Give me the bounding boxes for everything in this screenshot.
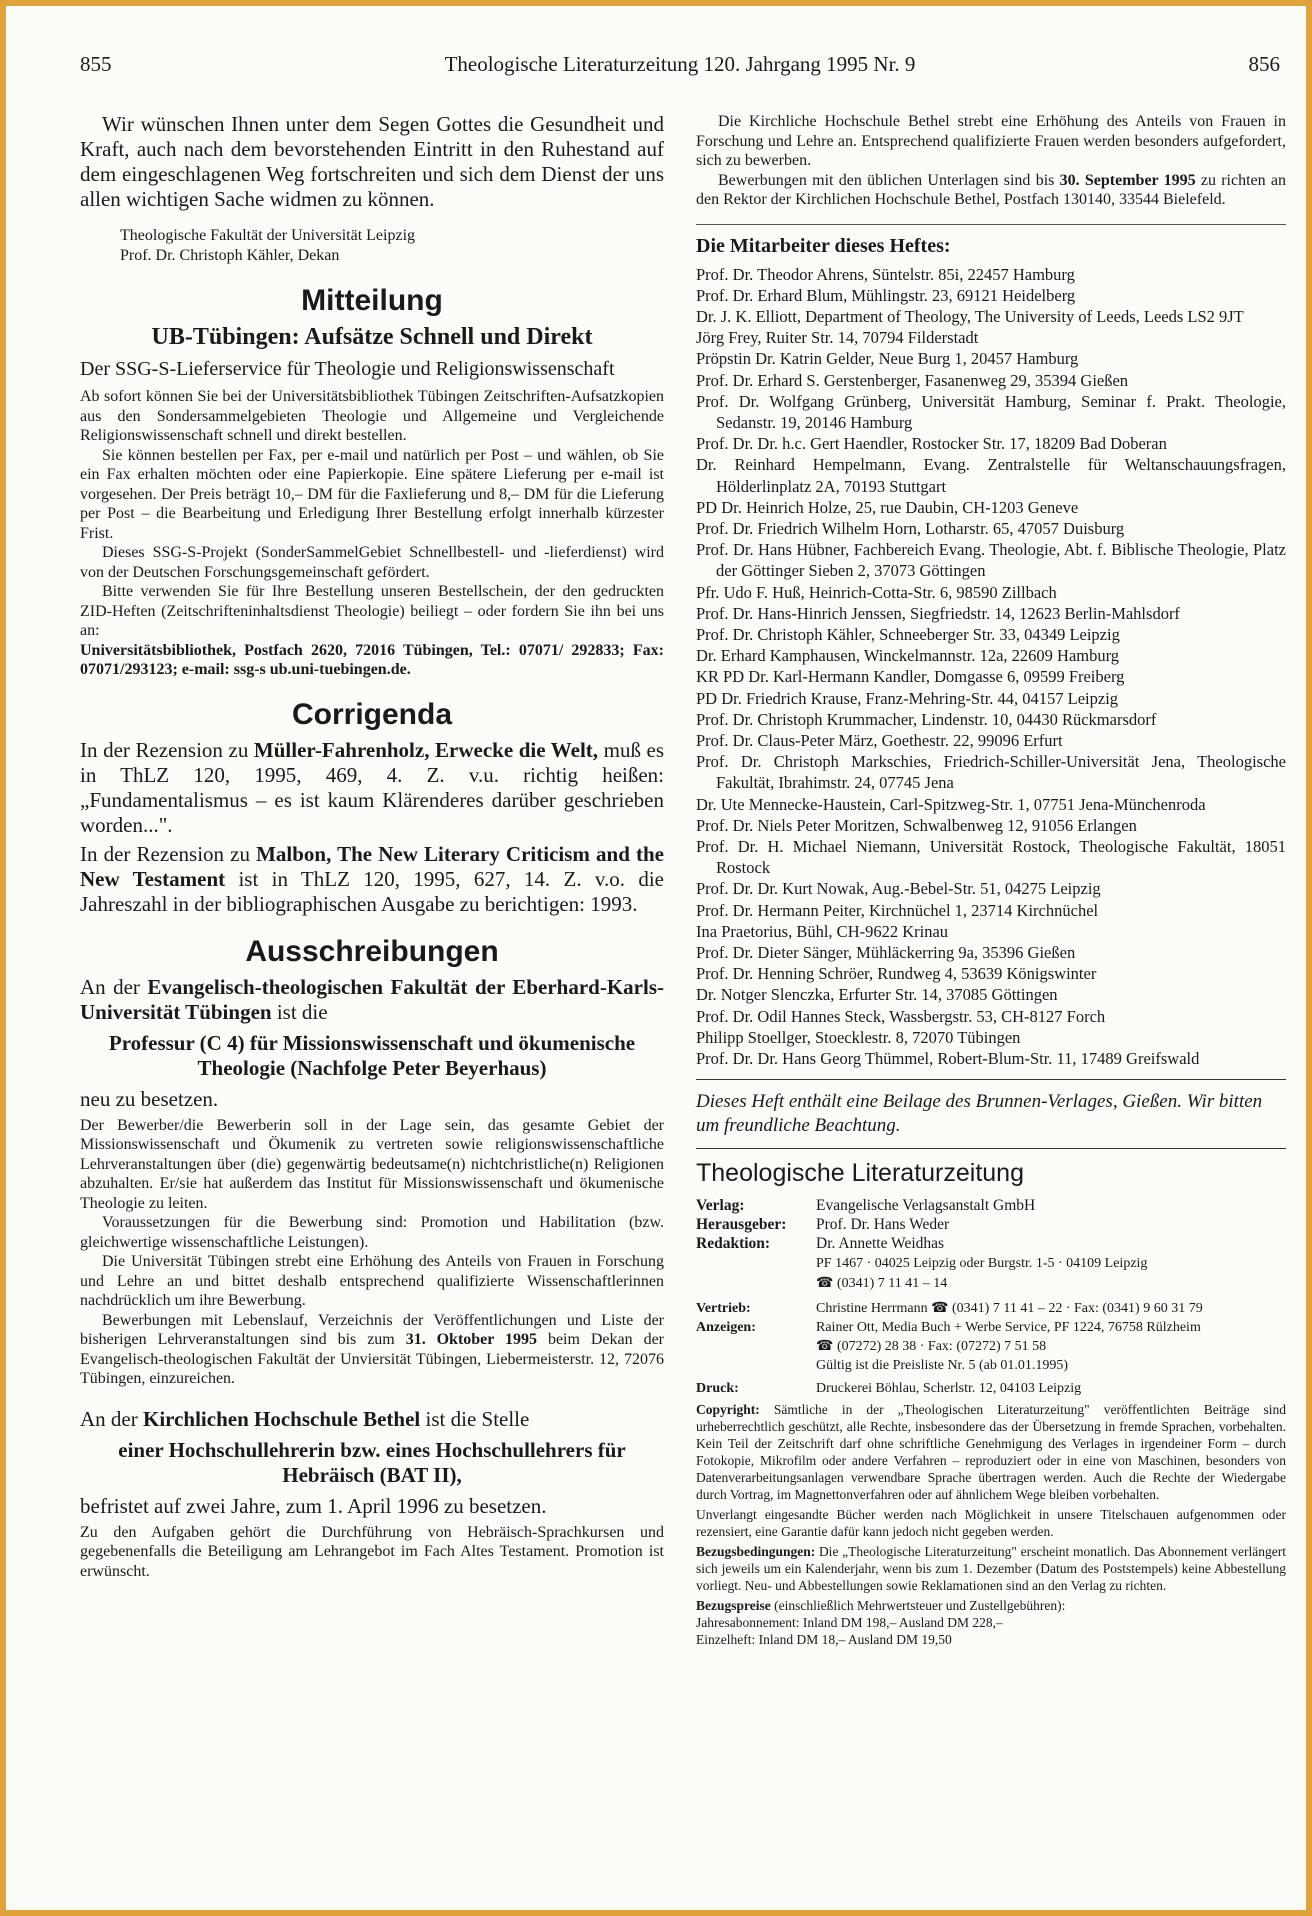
contributor-entry: Prof. Dr. Dr. Kurt Nowak, Aug.-Bebel-Str. 51, 04275 Leipzig	[696, 879, 1101, 899]
ausschreibung-1-p3: Die Universität Tübingen strebt eine Erhöhung des Anteils von Frauen in Forschung und Lehre an und bittet deshalb entsprechend qualifizierte Wissenschaftlerinnen nachdrücklich um ihre Bewerbung.	[80, 1253, 664, 1309]
signature	[80, 226, 664, 266]
contributor-entry: Prof. Dr. Hermann Peiter, Kirchnüchel 1, 23714 Kirchnüchel	[696, 900, 1099, 920]
opening-paragraph: Wir wünschen Ihnen unter dem Segen Gottes die Gesundheit und Kraft, auch nach dem bevorstehenden Eintritt in den Ruhestand auf dem eingeschlagenen Weg fortschreiten und sich dem Dienst der uns allen wichtigen Sache widmen zu können.	[80, 112, 664, 211]
contributor-entry: Prof. Dr. Dr. h.c. Gert Haendler, Rostocker Str. 17, 18209 Bad Doberan	[696, 434, 1167, 454]
contributor-entry: Prof. Dr. Dr. Hans Georg Thümmel, Robert-Blum-Str. 11, 17489 Greifswald	[696, 1049, 1200, 1069]
imprint-anzeigen: Anzeigen: Rainer Ott, Media Buch + Werbe Service, PF 1224, 76758 Rülzheim ☎ (07272) 28 38 · Fax: (07272) 7 51 58 Gültig ist die Preisliste Nr. 5 (ab 01.01.1995)	[696, 1320, 1201, 1374]
bethel-continued	[696, 112, 1286, 210]
mitteilung-title: UB-Tübingen: Aufsätze Schnell und Direkt	[151, 324, 593, 350]
contributor-entry: PD Dr. Heinrich Holze, 25, rue Daubin, CH-1203 Geneve	[696, 497, 1079, 517]
ausschreibung-2-befristet: befristet auf zwei Jahre, zum 1. April 1996 zu besetzen.	[80, 1493, 547, 1518]
journal-title: Theologische Literaturzeitung 120. Jahrgang 1995 Nr. 9	[444, 52, 916, 76]
left-column	[80, 112, 664, 1581]
insert-notice: Dieses Heft enthält eine Beilage des Brunnen-Verlages, Gießen. Wir bitten um freundliche Beachtung.	[696, 1091, 1263, 1137]
ausschreibung-1-neu: neu zu besetzen.	[80, 1086, 219, 1111]
contributor-entry: Prof. Dr. Christoph Krummacher, Lindenstr. 10, 04430 Rückmarsdorf	[696, 709, 1157, 729]
imprint-verlag: Verlag: Evangelische Verlagsanstalt GmbH	[696, 1197, 1036, 1215]
imprint-unverlangt: Unverlangt eingesandte Bücher werden nach Möglichkeit in unsere Titelschauen aufgenommen oder rezensiert, eine Garantie dafür kann jedoch nicht gegeben werden.	[696, 1507, 1286, 1540]
mitteilung-address: Universitätsbibliothek, Postfach 2620, 72016 Tübingen, Tel.: 07071/ 292833; Fax: 07071/293123; e-mail: ssg-s ub.uni-tuebingen.de.	[80, 641, 664, 678]
contributor-entry: Prof. Dr. Wolfgang Grünberg, Universität Hamburg, Seminar f. Prakt. Theologie, Sedanstr. 19, 20146 Hamburg	[696, 391, 1286, 432]
contributor-entry: Prof. Dr. Christoph Kähler, Schneeberger Str. 33, 04349 Leipzig	[696, 624, 1120, 644]
ausschreibung-2-body: Zu den Aufgaben gehört die Durchführung von Hebräisch-Sprachkursen und gegebenenfalls die Beteiligung am Lehrangebot im Fach Altes Testament. Promotion ist erwünscht.	[80, 1523, 664, 1580]
contributor-entry: Dr. Ute Mennecke-Haustein, Carl-Spitzweg-Str. 1, 07751 Jena-Münchenroda	[696, 794, 1206, 814]
contributors-heading: Die Mitarbeiter dieses Heftes:	[696, 234, 951, 257]
imprint-bezugspreise: Bezugspreise (einschließlich Mehrwertsteuer und Zustellgebühren): Jahresabonnement: Inland DM 198,– Ausland DM 228,– Einzelheft: Inland DM 18,– Ausland DM 19,50	[696, 1598, 1066, 1648]
mitteilung-intro: Der SSG-S-Lieferservice für Theologie und Religionswissenschaft	[80, 358, 615, 380]
imprint-title: Theologische Literaturzeitung	[696, 1159, 1024, 1188]
running-header	[80, 52, 1280, 82]
divider	[696, 1148, 1286, 1149]
contributor-entry: Prof. Dr. Hans-Hinrich Jenssen, Siegfriedstr. 14, 12623 Berlin-Mahlsdorf	[696, 603, 1180, 623]
mitteilung-p1: Ab sofort können Sie bei der Universitätsbibliothek Tübingen Zeitschriften-Aufsatzkopien aus den Sondersammelgebieten Theologie und Allgemeine und Vergleichende Religionswissenschaft schnell und direkt bestellen.	[80, 388, 664, 444]
contributor-entry: Prof. Dr. Niels Peter Moritzen, Schwalbenweg 12, 91056 Erlangen	[696, 815, 1137, 835]
contributor-entry: Prof. Dr. Erhard S. Gerstenberger, Fasanenweg 29, 35394 Gießen	[696, 370, 1129, 390]
contributor-entry: Prof. Dr. Christoph Markschies, Friedrich-Schiller-Universität Jena, Theologische Fakultät, Ibrahimstr. 24, 07745 Jena	[696, 752, 1286, 793]
contributor-entry: Philipp Stoellger, Stoecklestr. 8, 72070 Tübingen	[696, 1027, 1021, 1047]
ausschreibung-2-intro: An der Kirchlichen Hochschule Bethel ist die Stelle	[80, 1406, 530, 1431]
contributor-entry: Jörg Frey, Ruiter Str. 14, 70794 Filderstadt	[696, 328, 979, 348]
contributor-entry: Prof. Dr. Hans Hübner, Fachbereich Evang. Theologie, Abt. f. Biblische Theologie, Platz der Göttinger Sieben 2, 37073 Göttingen	[696, 540, 1286, 581]
signature-name: Prof. Dr. Christoph Kähler, Dekan	[120, 247, 340, 264]
ausschreibung-1-p2: Voraussetzungen für die Bewerbung sind: Promotion und Habilitation (bzw. gleichwertige wissenschaftliche Leistungen).	[80, 1214, 664, 1251]
heading-mitteilung: Mitteilung	[301, 284, 443, 317]
imprint-bezugsbedingungen: Bezugsbedingungen: Die „Theologische Literaturzeitung" erscheint monatlich. Das Abonnement verlängert sich jeweils um ein Kalenderjahr, wenn bis zum 1. Dezember (Datum des Poststempels) keine Abbestellung vorliegt. Neu- und Abbestellungen sowie Reklamationen sind an den Verlag zu richten.	[696, 1544, 1286, 1594]
heading-ausschreibungen: Ausschreibungen	[245, 934, 499, 968]
contributor-entry: Prof. Dr. Erhard Blum, Mühlingstr. 23, 69121 Heidelberg	[696, 285, 1076, 305]
bethel-p2: Bewerbungen mit den üblichen Unterlagen sind bis 30. September 1995 zu richten an den Rektor der Kirchlichen Hochschule Bethel, Postfach 130140, 33544 Bielefeld.	[696, 171, 1287, 208]
mitteilung-p3: Dieses SSG-S-Projekt (SonderSammelGebiet Schnellbestell- und -lieferdienst) wird von der Deutschen Forschungsgemeinschaft gefördert.	[80, 544, 664, 581]
imprint-redaktion: Redaktion: Dr. Annette Weidhas PF 1467 · 04025 Leipzig oder Burgstr. 1-5 · 04109 Leipzig ☎ (0341) 7 11 41 – 14	[696, 1235, 1148, 1292]
contributor-entry: Dr. Reinhard Hempelmann, Evang. Zentralstelle für Weltanschauungsfragen, Hölderlinplatz 2A, 70193 Stuttgart	[696, 455, 1286, 496]
mitteilung-p2: Sie können bestellen per Fax, per e-mail und natürlich per Post – und wählen, ob Sie ein Fax erhalten möchten oder eine Papierkopie. Eine spätere Lieferung per e-mail ist vorgesehen. Der Preis beträgt 10,– DM für die Faxlieferung und 8,– DM für die Lieferung per Post – die Bearbeitung und Erledigung Ihrer Bestellung erfolgt innerhalb kürzester Frist.	[80, 446, 664, 542]
heading-corrigenda: Corrigenda	[291, 697, 453, 731]
mitteilung-body	[80, 387, 664, 680]
imprint-copyright: Copyright: Sämtliche in der „Theologischen Literaturzeitung" veröffentlichten Beiträge sind urheberrechtlich geschützt, alle Rechte, insbesondere das der Übersetzung in fremde Sprachen, vorbehalten. Kein Teil der Zeitschrift darf ohne schriftliche Genehmigung des Verlages in irgendeiner Form – durch Fotokopie, Mikrofilm oder andere Verfahren – reproduziert oder in eine von Maschinen, besonders von Datenverarbeitungsanlagen verwendbare Sprache übertragen werden. Auch die Rechte der Wiedergabe durch Vortrag, im Magnettonverfahren oder auf ähnlichem Wege bleiben vorbehalten.	[696, 1402, 1287, 1503]
corrigenda-2: In der Rezension zu Malbon, The New Literary Criticism and the New Testament ist in ThLZ 120, 1995, 627, 14. Z. v.o. die Jahreszahl in der bibliographischen Ausgabe zu berichtigen: 1993.	[80, 841, 665, 916]
corrigenda-1: In der Rezension zu Müller-Fahrenholz, Erwecke die Welt, muß es in ThLZ 120, 1995, 469, 4. Z. v.u. richtig heißen: „Fundamentalismus – es ist kaum Klärenderes darüber geschrieben worden...".	[80, 737, 665, 837]
contributor-entry: Prof. Dr. Odil Hannes Steck, Wassbergstr. 53, CH-8127 Forch	[696, 1006, 1106, 1026]
page-number-left: 855	[80, 52, 112, 76]
contributor-entry: Dr. Notger Slenczka, Erfurter Str. 14, 37085 Göttingen	[696, 985, 1058, 1005]
right-column	[696, 112, 1286, 1648]
divider	[696, 224, 1286, 225]
ausschreibung-2-position: einer Hochschullehrerin bzw. eines Hochschullehrers für Hebräisch (BAT II),	[118, 1437, 626, 1487]
contributor-entry: Prof. Dr. Friedrich Wilhelm Horn, Lotharstr. 65, 47057 Duisburg	[696, 518, 1125, 538]
contributor-entry: Prof. Dr. Theodor Ahrens, Süntelstr. 85i, 22457 Hamburg	[696, 264, 1075, 284]
imprint	[696, 1196, 1286, 1648]
imprint-herausgeber: Herausgeber: Prof. Dr. Hans Weder	[696, 1216, 950, 1234]
contributor-entry: KR PD Dr. Karl-Hermann Kandler, Domgasse 6, 09599 Freiberg	[696, 667, 1125, 687]
contributor-entry: Dr. Erhard Kamphausen, Winckelmannstr. 12a, 22609 Hamburg	[696, 646, 1120, 666]
contributor-entry: Prof. Dr. Henning Schröer, Rundweg 4, 53639 Königswinter	[696, 964, 1097, 984]
contributor-entry: PD Dr. Friedrich Krause, Franz-Mehring-Str. 44, 04157 Leipzig	[696, 688, 1119, 708]
signature-faculty: Theologische Fakultät der Universität Leipzig	[120, 227, 416, 244]
imprint-vertrieb: Vertrieb: Christine Herrmann ☎ (0341) 7 11 41 – 22 · Fax: (0341) 9 60 31 79	[696, 1301, 1203, 1317]
contributor-entry: Prof. Dr. Dieter Sänger, Mühläckerring 9a, 35396 Gießen	[696, 943, 1076, 962]
contributor-entry: Pröpstin Dr. Katrin Gelder, Neue Burg 1, 20457 Hamburg	[696, 349, 1079, 369]
ausschreibung-1-position: Professur (C 4) für Missionswissenschaft und ökumenische Theologie (Nachfolge Peter Beyerhaus)	[108, 1030, 636, 1080]
ausschreibung-1-p1: Der Bewerber/die Bewerberin soll in der Lage sein, das gesamte Gebiet der Missionswissenschaft und Ökumenik zu vertreten sowie religionswissenschaftliche Lehrveranstaltungen über (die) gegenwärtig bedeutsame(n) nichtchristliche(n) Religionen abzuhalten. Er/sie hat außerdem das Institut für Missionswissenschaft und ökumenische Theologie zu leiten.	[80, 1116, 664, 1212]
ausschreibung-1-body	[80, 1116, 664, 1389]
contributor-entry: Prof. Dr. Claus-Peter März, Goethestr. 22, 99096 Erfurt	[696, 730, 1063, 750]
contributor-entry: Prof. Dr. H. Michael Niemann, Universität Rostock, Theologische Fakultät, 18051 Rostock	[696, 836, 1286, 878]
ausschreibung-1-p4: Bewerbungen mit Lebenslauf, Verzeichnis der Veröffentlichungen und Liste der bisherigen Lehrveranstaltungen sind bis zum 31. Oktober 1995 beim Dekan der Evangelisch-theologischen Fakultät der Unviersität Tübingen, Liebermeisterstr. 12, 72076 Tübingen, einzureichen.	[80, 1311, 664, 1387]
contributor-entry: Ina Praetorius, Bühl, CH-9622 Krinau	[696, 921, 949, 941]
mitteilung-p4: Bitte verwenden Sie für Ihre Bestellung unseren Bestellschein, der den gedruckten ZID-Heften (Zeitschrifteninhaltsdienst Theologie) beiliegt – oder fordern Sie ihn bei uns an:	[80, 583, 664, 639]
contributor-entry: Dr. J. K. Elliott, Department of Theology, The University of Leeds, Leeds LS2 9JT	[696, 306, 1244, 326]
divider	[696, 1079, 1286, 1080]
bethel-p1: Die Kirchliche Hochschule Bethel strebt eine Erhöhung des Anteils von Frauen in Forschung und Lehre an. Entsprechend qualifizierte Frauen werden besonders aufgefordert, sich zu bewerben.	[696, 113, 1286, 169]
page-number-right: 856	[1248, 52, 1280, 76]
contributor-entry: Pfr. Udo F. Huß, Heinrich-Cotta-Str. 6, 98590 Zillbach	[696, 582, 1057, 602]
imprint-druck: Druck: Druckerei Böhlau, Scherlstr. 12, 04103 Leipzig	[696, 1381, 1082, 1397]
ausschreibung-1-intro: An der Evangelisch-theologischen Fakultät der Eberhard-Karls-Universität Tübingen ist die	[80, 974, 664, 1024]
contributors-list	[696, 264, 1286, 1070]
